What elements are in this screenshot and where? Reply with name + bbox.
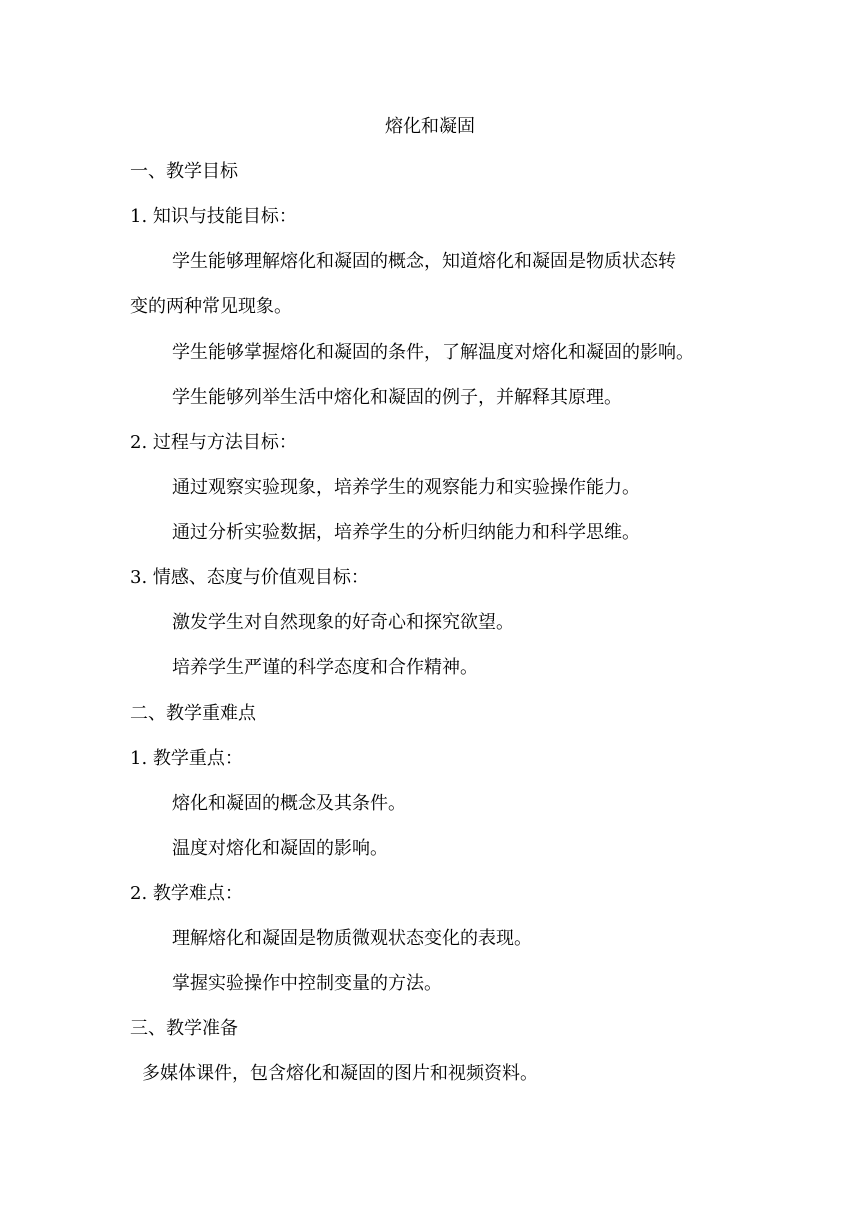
section-heading-key-points: 二、教学重难点 bbox=[130, 703, 256, 724]
paragraph-line: 学生能够列举生活中熔化和凝固的例子，并解释其原理。 bbox=[172, 387, 622, 408]
subheading-emotion-values: 3. 情感、态度与价值观目标： bbox=[130, 567, 369, 588]
paragraph-line: 学生能够掌握熔化和凝固的条件，了解温度对熔化和凝固的影响。 bbox=[172, 342, 694, 363]
paragraph-line: 学生能够理解熔化和凝固的概念，知道熔化和凝固是物质状态转 bbox=[172, 251, 676, 272]
paragraph-line: 通过观察实验现象，培养学生的观察能力和实验操作能力。 bbox=[172, 477, 640, 498]
paragraph-line: 培养学生严谨的科学态度和合作精神。 bbox=[172, 657, 478, 678]
subheading-knowledge-skills: 1. 知识与技能目标： bbox=[130, 206, 297, 227]
paragraph-line: 通过分析实验数据，培养学生的分析归纳能力和科学思维。 bbox=[172, 522, 640, 543]
subheading-key-points: 1. 教学重点： bbox=[130, 748, 243, 769]
paragraph-line: 变的两种常见现象。 bbox=[130, 296, 292, 317]
paragraph-line: 多媒体课件，包含熔化和凝固的图片和视频资料。 bbox=[142, 1063, 538, 1084]
paragraph-line: 掌握实验操作中控制变量的方法。 bbox=[172, 973, 442, 994]
paragraph-line: 激发学生对自然现象的好奇心和探究欲望。 bbox=[172, 612, 514, 633]
paragraph-line: 熔化和凝固的概念及其条件。 bbox=[172, 793, 406, 814]
document-title: 熔化和凝固 bbox=[385, 116, 475, 137]
paragraph-line: 理解熔化和凝固是物质微观状态变化的表现。 bbox=[172, 928, 532, 949]
section-heading-objectives: 一、教学目标 bbox=[130, 161, 238, 182]
subheading-difficulties: 2. 教学难点： bbox=[130, 883, 243, 904]
section-heading-preparation: 三、教学准备 bbox=[130, 1018, 238, 1039]
paragraph-line: 温度对熔化和凝固的影响。 bbox=[172, 838, 388, 859]
subheading-process-methods: 2. 过程与方法目标： bbox=[130, 432, 297, 453]
